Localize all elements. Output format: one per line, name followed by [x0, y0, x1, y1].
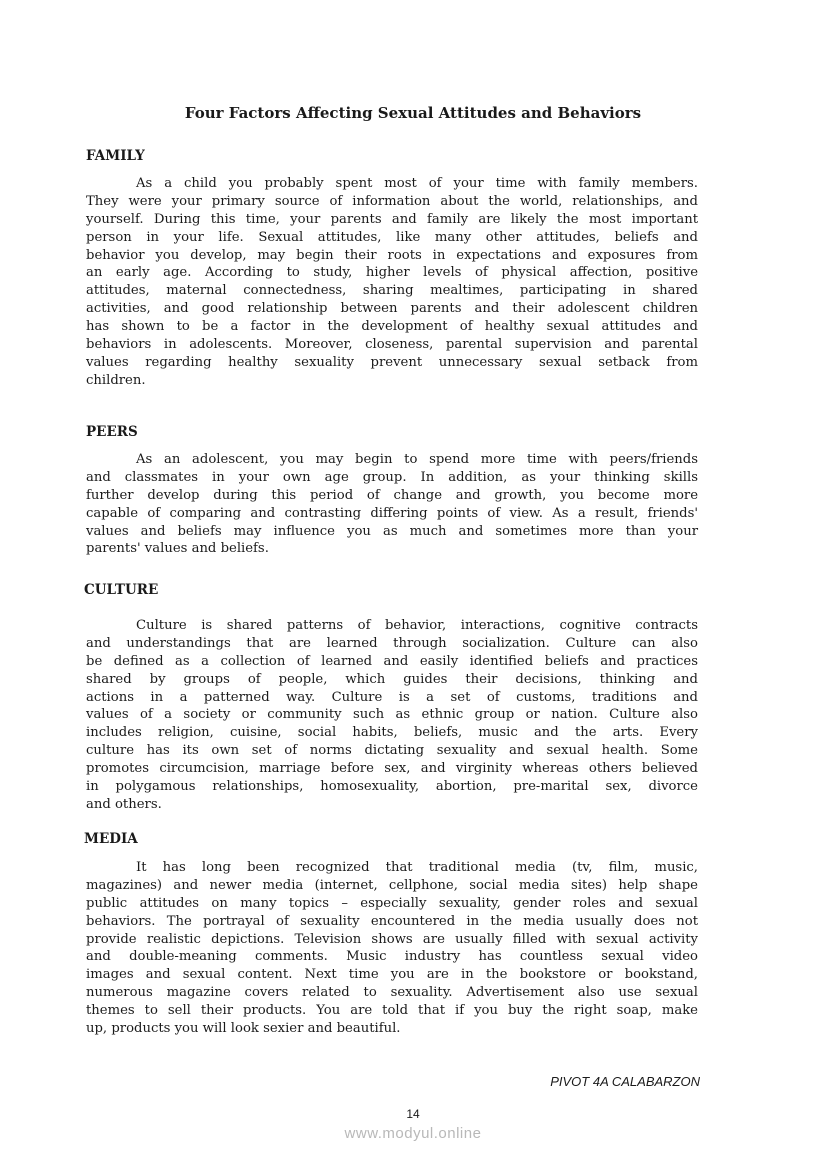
paragraph-line: up, products you will look sexier and beautiful.: [86, 1021, 401, 1037]
paragraph-line: yourself. During this time, your parents and family are likely the most important: [86, 211, 698, 227]
paragraph-line: an early age. According to study, higher levels of physical affection, positive: [86, 265, 698, 281]
paragraph-line: and understandings that are learned through socialization. Culture can also: [86, 635, 698, 651]
paragraph-line: includes religion, cuisine, social habits, beliefs, music and the arts. Every: [86, 725, 698, 741]
paragraph-line: promotes circumcision, marriage before sex, and virginity whereas others believed: [86, 761, 698, 777]
paragraph-line: and classmates in your own age group. In addition, as your thinking skills: [86, 469, 698, 485]
section-heading-family: FAMILY: [86, 148, 145, 164]
paragraph-line: and others.: [86, 796, 162, 812]
paragraph-line: numerous magazine covers related to sexuality. Advertisement also use sexual: [86, 985, 698, 1001]
paragraph-line: in polygamous relationships, homosexuality, abortion, pre-marital sex, divorce: [86, 779, 698, 795]
paragraph-line: activities, and good relationship between parents and their adolescent children: [86, 301, 698, 317]
paragraph-line: values and beliefs may influence you as much and sometimes more than your: [86, 523, 698, 539]
paragraph-line: magazines) and newer media (internet, cellphone, social media sites) help shape: [86, 877, 698, 893]
paragraph-line: themes to sell their products. You are told that if you buy the right soap, make: [86, 1003, 698, 1019]
section-body-media: [86, 859, 698, 1038]
paragraph-line: provide realistic depictions. Television shows are usually filled with sexual activity: [86, 931, 698, 947]
section-body-culture: [86, 617, 698, 814]
section-body-family: [86, 175, 698, 390]
paragraph-line: values of a society or community such as ethnic group or nation. Culture also: [86, 707, 698, 723]
paragraph-line: public attitudes on many topics – especially sexuality, gender roles and sexual: [86, 895, 698, 911]
page-number: 14: [406, 1107, 420, 1121]
section-heading-peers: PEERS: [86, 424, 138, 440]
page-title: Four Factors Affecting Sexual Attitudes and Behaviors: [184, 104, 642, 122]
paragraph-line: Culture is shared patterns of behavior, interactions, cognitive contracts: [136, 618, 698, 633]
watermark: www.modyul.online: [344, 1125, 482, 1142]
section-heading-media: MEDIA: [84, 831, 138, 847]
paragraph-line: person in your life. Sexual attitudes, like many other attitudes, beliefs and: [86, 229, 698, 245]
paragraph-line: parents' values and beliefs.: [86, 541, 269, 557]
paragraph-line: shared by groups of people, which guides their decisions, thinking and: [86, 671, 698, 687]
paragraph-line: behavior you develop, may begin their roots in expectations and exposures from: [86, 247, 698, 263]
paragraph-line: culture has its own set of norms dictating sexuality and sexual health. Some: [86, 743, 698, 759]
section-heading-culture: CULTURE: [84, 582, 159, 598]
paragraph-line: It has long been recognized that traditional media (tv, film, music,: [136, 860, 698, 875]
section-body-peers: [86, 451, 698, 558]
paragraph-line: As an adolescent, you may begin to spend more time with peers/friends: [136, 452, 698, 467]
paragraph-line: values regarding healthy sexuality prevent unnecessary sexual setback from: [86, 354, 698, 370]
paragraph-line: actions in a patterned way. Culture is a set of customs, traditions and: [86, 689, 698, 705]
footer-label: PIVOT 4A CALABARZON: [550, 1074, 700, 1089]
paragraph-line: As a child you probably spent most of your time with family members.: [136, 176, 698, 191]
paragraph-line: and double-meaning comments. Music industry has countless sexual video: [86, 949, 698, 965]
paragraph-line: images and sexual content. Next time you are in the bookstore or bookstand,: [86, 967, 698, 983]
paragraph-line: behaviors in adolescents. Moreover, closeness, parental supervision and parental: [86, 337, 698, 353]
paragraph-line: has shown to be a factor in the development of healthy sexual attitudes and: [86, 319, 698, 335]
paragraph-line: be defined as a collection of learned and easily identified beliefs and practices: [86, 653, 698, 669]
paragraph-line: attitudes, maternal connectedness, sharing mealtimes, participating in shared: [86, 283, 698, 299]
paragraph-line: capable of comparing and contrasting differing points of view. As a result, friends': [86, 505, 698, 521]
paragraph-line: children.: [86, 372, 146, 388]
paragraph-line: further develop during this period of change and growth, you become more: [86, 487, 698, 503]
paragraph-line: They were your primary source of information about the world, relationships, and: [86, 193, 698, 209]
paragraph-line: behaviors. The portrayal of sexuality encountered in the media usually does not: [86, 913, 698, 929]
